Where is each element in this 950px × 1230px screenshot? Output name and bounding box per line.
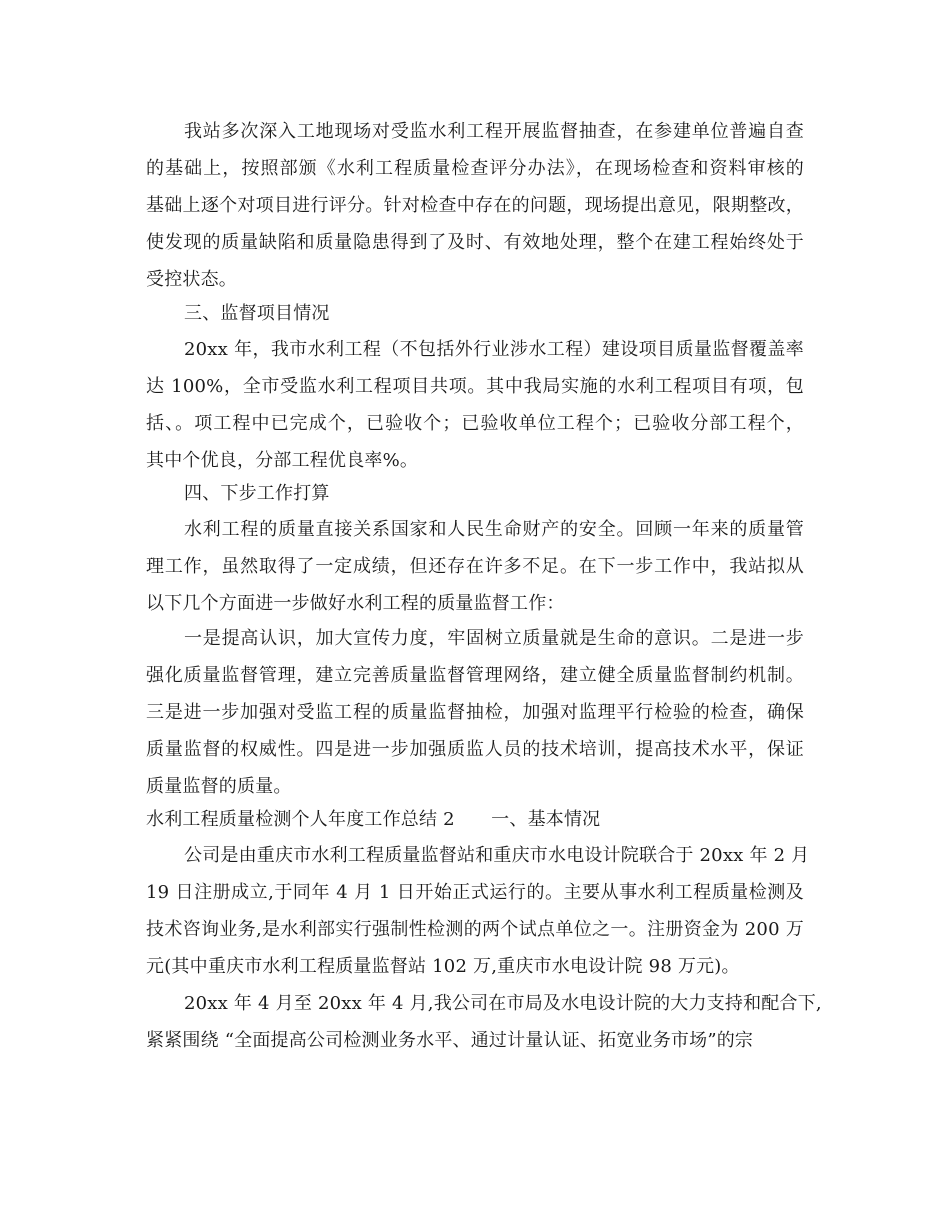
paragraph-line: 受控状态。 xyxy=(146,269,237,290)
section-heading: 三、监督项目情况 xyxy=(184,303,330,324)
paragraph-line: 达 100%，全市受监水利工程项目共项。其中我局实施的水利工程项目有项，包 xyxy=(146,376,804,397)
document-title: 水利工程质量检测个人年度工作总结 2 一、基本情况 xyxy=(146,809,601,830)
paragraph-line: 元(其中重庆市水利工程质量监督站 102 万,重庆市水电设计院 98 万元)。 xyxy=(146,956,740,977)
paragraph-line: 技术咨询业务,是水利部实行强制性检测的两个试点单位之一。注册资金为 200 万 xyxy=(146,919,804,940)
paragraph-line: 括、。项工程中已完成个，已验收个；已验收单位工程个；已验收分部工程个， xyxy=(146,413,804,434)
paragraph-line: 20xx 年，我市水利工程（不包括外行业涉水工程）建设项目质量监督覆盖率 xyxy=(184,339,804,360)
paragraph-line: 紧紧围绕 “全面提高公司检测业务水平、通过计量认证、拓宽业务市场”的宗 xyxy=(146,1030,754,1051)
paragraph-line: 20xx 年 4 月至 20xx 年 4 月,我公司在市局及水电设计院的大力支持和配合下, xyxy=(184,993,822,1014)
paragraph-line: 基础上逐个对项目进行评分。针对检查中存在的问题，现场提出意见，限期整改， xyxy=(146,195,804,216)
paragraph-line: 其中个优良，分部工程优良率%。 xyxy=(146,450,419,471)
paragraph-line: 强化质量监督管理，建立完善质量监督管理网络，建立健全质量监督制约机制。 xyxy=(146,665,804,686)
paragraph-line: 以下几个方面进一步做好水利工程的质量监督工作： xyxy=(146,593,565,614)
paragraph-line: 水利工程的质量直接关系国家和人民生命财产的安全。回顾一年来的质量管 xyxy=(184,519,804,540)
paragraph-line: 理工作，虽然取得了一定成绩，但还存在许多不足。在下一步工作中，我站拟从 xyxy=(146,556,804,577)
paragraph-line: 质量监督的权威性。四是进一步加强质监人员的技术培训，提高技术水平，保证 xyxy=(146,739,804,760)
paragraph-line: 我站多次深入工地现场对受监水利工程开展监督抽查，在参建单位普遍自查 xyxy=(184,121,804,142)
paragraph-line: 19 日注册成立,于同年 4 月 1 日开始正式运行的。主要从事水利工程质量检测及 xyxy=(146,882,804,903)
paragraph-line: 使发现的质量缺陷和质量隐患得到了及时、有效地处理，整个在建工程始终处于 xyxy=(146,232,804,253)
section-heading: 四、下步工作打算 xyxy=(184,483,330,504)
paragraph-line: 三是进一步加强对受监工程的质量监督抽检，加强对监理平行检验的检查，确保 xyxy=(146,702,804,723)
paragraph-line: 公司是由重庆市水利工程质量监督站和重庆市水电设计院联合于 20xx 年 2 月 xyxy=(184,845,810,866)
paragraph-line: 一是提高认识，加大宣传力度，牢固树立质量就是生命的意识。二是进一步 xyxy=(184,628,804,649)
paragraph-line: 的基础上，按照部颁《水利工程质量检查评分办法》，在现场检查和资料审核的 xyxy=(146,158,804,179)
paragraph-line: 质量监督的质量。 xyxy=(146,776,292,797)
